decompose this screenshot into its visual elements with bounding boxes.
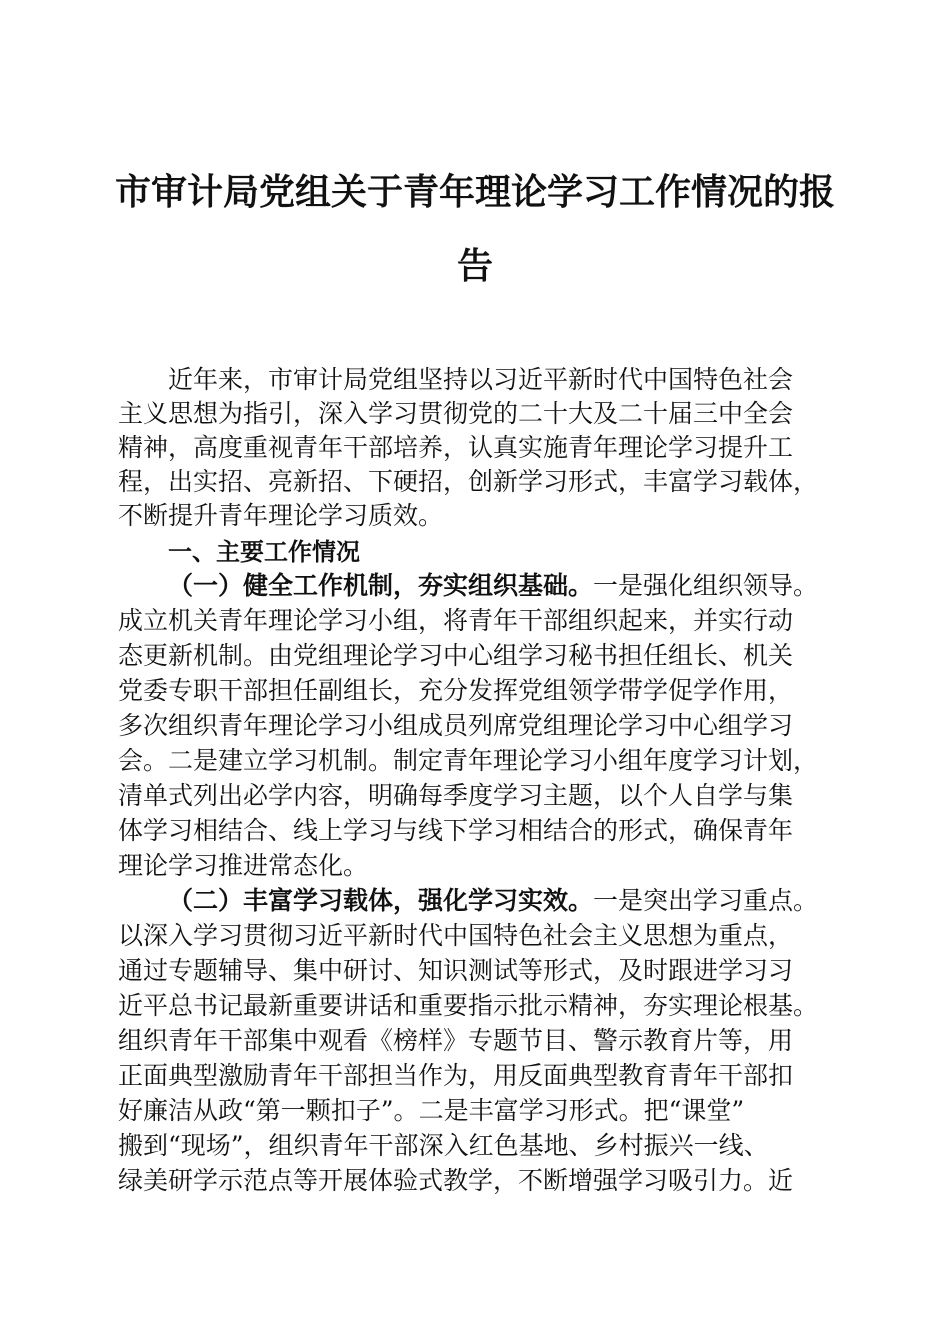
paragraph-2-line: 组织青年干部集中观看《榜样》专题节目、警示教育片等，用 — [118, 1026, 794, 1055]
paragraph-1-line: 清单式列出必学内容，明确每季度学习主题，以个人自学与集 — [118, 781, 794, 810]
document-title-line-1: 市审计局党组关于青年理论学习工作情况的报 — [114, 171, 835, 213]
paragraph-2-first-line — [168, 885, 818, 917]
document-title-line-2: 告 — [456, 245, 493, 287]
paragraph-1-line: 多次组织青年理论学习小组成员列席党组理论学习中心组学习 — [118, 711, 794, 740]
paragraph-2-line: 好廉洁从政“第一颗扣子”。二是丰富学习形式。把“课堂” — [118, 1096, 745, 1125]
paragraph-2-line: 近平总书记最新重要讲话和重要指示批示精神，夯实理论根基。 — [118, 991, 819, 1020]
paragraph-2-line: 搬到“现场”，组织青年干部深入红色基地、乡村振兴一线、 — [118, 1131, 769, 1160]
paragraph-1-line: 成立机关青年理论学习小组，将青年干部组织起来，并实行动 — [118, 606, 794, 635]
intro-line: 近年来，市审计局党组坚持以习近平新时代中国特色社会 — [168, 365, 794, 394]
paragraph-2-lead: （二）丰富学习载体，强化学习实效。 — [168, 886, 594, 915]
paragraph-1-line: 会。二是建立学习机制。制定青年理论学习小组年度学习计划， — [118, 746, 819, 775]
paragraph-2-line: 以深入学习贯彻习近平新时代中国特色社会主义思想为重点， — [118, 921, 794, 950]
paragraph-2-first-rest: 一是突出学习重点。 — [593, 886, 819, 915]
intro-line: 不断提升青年理论学习质效。 — [118, 501, 444, 530]
paragraph-1-first-line — [168, 570, 818, 602]
paragraph-2-line: 绿美研学示范点等开展体验式教学，不断增强学习吸引力。近 — [118, 1166, 794, 1195]
paragraph-1-line: 态更新机制。由党组理论学习中心组学习秘书担任组长、机关 — [118, 641, 794, 670]
intro-line: 主义思想为指引，深入学习贯彻党的二十大及二十届三中全会 — [118, 399, 794, 428]
paragraph-1-line: 党委专职干部担任副组长，充分发挥党组领学带学促学作用， — [118, 676, 794, 705]
section-heading: 一、主要工作情况 — [168, 538, 360, 566]
intro-line: 精神，高度重视青年干部培养，认真实施青年理论学习提升工 — [118, 433, 794, 462]
paragraph-1-line: 理论学习推进常态化。 — [118, 851, 369, 880]
paragraph-1-first-rest: 一是强化组织领导。 — [593, 571, 819, 600]
paragraph-2-line: 通过专题辅导、集中研讨、知识测试等形式，及时跟进学习习 — [118, 956, 794, 985]
intro-line: 程，出实招、亮新招、下硬招，创新学习形式，丰富学习载体， — [118, 467, 819, 496]
paragraph-1-line: 体学习相结合、线上学习与线下学习相结合的形式，确保青年 — [118, 816, 794, 845]
paragraph-2-line: 正面典型激励青年干部担当作为，用反面典型教育青年干部扣 — [118, 1061, 794, 1090]
paragraph-1-lead: （一）健全工作机制，夯实组织基础。 — [168, 571, 594, 600]
